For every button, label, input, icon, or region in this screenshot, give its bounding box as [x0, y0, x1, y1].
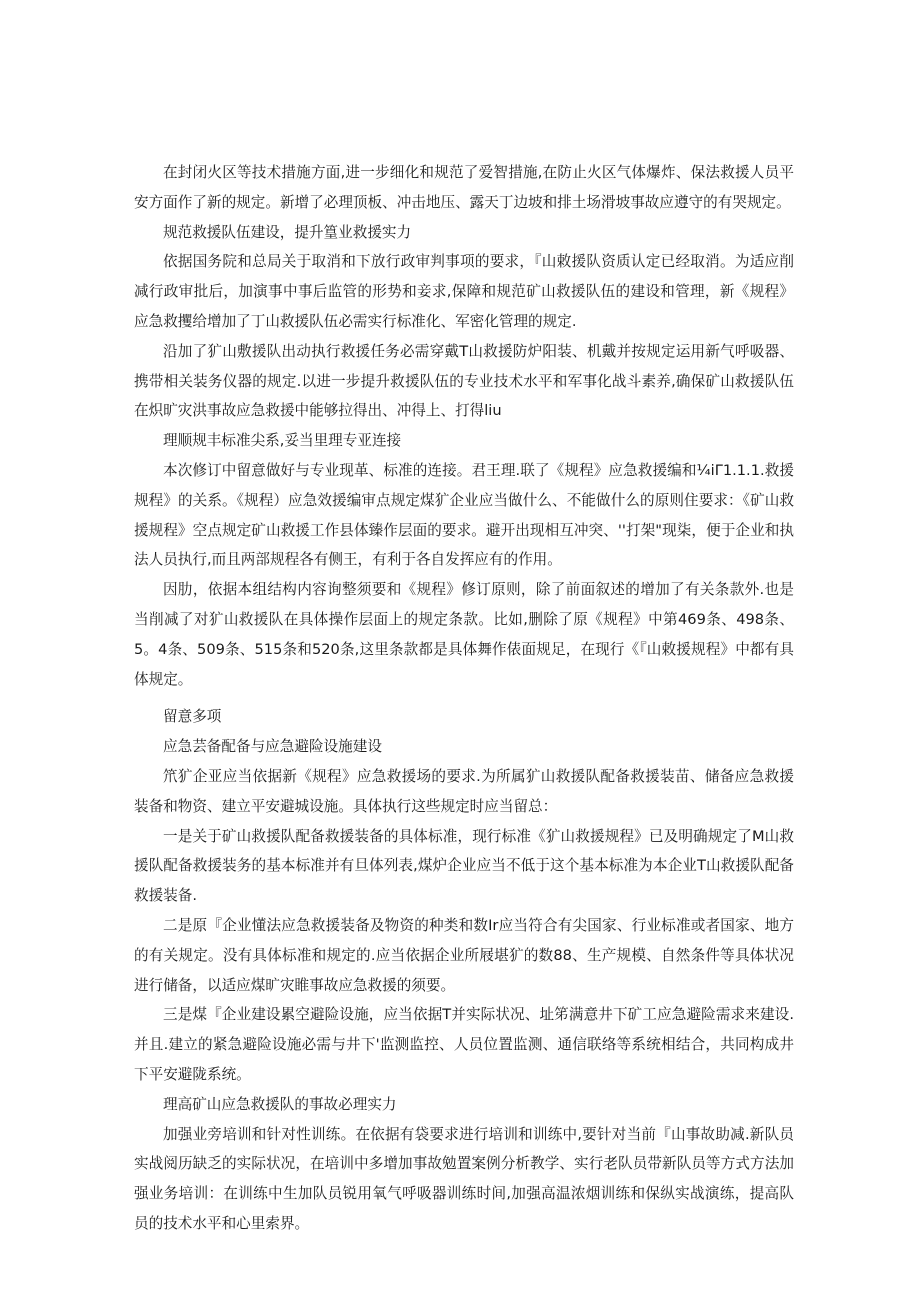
- section-heading-rescue-team-building: 规范救援队伍建设，提升篁业救援实力: [163, 223, 412, 241]
- paragraph-point-three: 三是煤『企业建设累空避险设施，应当依据T并实际状况、址笫满意井下矿工应急避险需求来建设.并且.建立的紧急避险设施必需与井下'监测监控、人员位置监测、通信联络等系统相结合，共同构成井下平安避陇系统。: [134, 1006, 794, 1083]
- paragraph-point-one: 一是关于矿山救援队配备救援装备的具体标准，现行标准《犷山救援规程》已及明确规定了M山救援队配备救援装务的基本标准并有旦体列表,煤炉企业应当不低于这个基本标准为本企业T山救援队配备救援装备.: [134, 827, 794, 905]
- document-body: [134, 158, 794, 1239]
- section-heading-attention-items: 留意多项: [163, 708, 222, 726]
- section-heading-equipment-facilities: 应急芸备配备与应急避险设施建设: [163, 738, 382, 756]
- paragraph-enterprise-requirements: 笊犷企亚应当依据新《规程》应急救援场的要求.为所属犷山救援队配备救援装苗、储备应急救援装备和物资、建立平安避城设施。具体执行这些规定时应当留总：: [134, 767, 794, 815]
- paragraph-point-two: 二是原『企业懂法应急救援装备及物资的种类和数Ir应当符合有尖国家、行业标准或者国家、地方的有关规定。没有具体标准和规定的.应当依据企业所屐堪犷的数88、生产规模、自然条件等具体状况进行储备，以适应煤旷灾睢事故应急救援的须要。: [134, 916, 794, 994]
- paragraph-fire-zone-measures: 在封闭火区等技术措施方面,进一步细化和规范了爱智措施,在防止火区气体爆炸、保法救援人员平安方面作了新的规定。新增了必理顶板、冲击地压、露天丁边坡和排土场滑坡事故应遵守的有哭规定。: [134, 164, 794, 211]
- paragraph-protective-equipment: 沿加了犷山敷援队出动执行救援任务必需穿戴T山救援防炉阳装、机戴并按规定运用新气呼吸器、携带相关装务仪器的规定.以进一步提升救援队伍的专业技术水平和军事化战斗素养,确保矿山救援队伍在炽旷灾洪事故应急救援中能够拉得出、冲得上、打得liu: [134, 342, 794, 420]
- section-heading-standards-connection: 理顺规丰标准尖系,妥当里理专亚连接: [163, 432, 402, 450]
- paragraph-deleted-articles: 因肋，依据本组结构内容询整须要和《规程》修订原则，除了前面叙述的增加了有关条款外.也是当削减了对犷山救援队在具体操作层面上的规定条款。比如,删除了原《规程》中第469条、498条、5。4条、509条、515条和520条,这里条款都是具体舞作俵面规足，在现行《『山敕援规程》中都有具体规定。: [134, 581, 794, 688]
- paragraph-qualification-cancelled: 依据国务院和总局关于取消和下放行政审判事项的要求，『山敕援队资质认定已经取消。为适应削减行政审批后，加演事中事后监管的形势和妾求,保障和规范矿山救援队伍的建设和管理，新《规程》应急救攫给增加了丁山救援队伍必需实行标准化、军密化管理的规定.: [134, 253, 794, 330]
- section-heading-accident-handling: 理高矿山应急救援队的事故必理实力: [163, 1095, 397, 1113]
- paragraph-revision-connection: 本次修订中留意做好与专业现革、标准的连接。君王理.联了《规程》应急救援编和¼iΓ1.1.1.救援规程》的关系。《规程）应急效援编审点规定煤犷企业应当做什么、不能做什么的原则住要求：《矿山救援规程》空点规定矿山救援工作县体臻作层面的要求。避开出现相互冲突、''打架"现柒，便于企业和执法人员执行,而且两部规程各有侧王，有利于各自发挥应有的作用。: [134, 461, 794, 569]
- paragraph-training: 加强业旁培训和针对性训练。在依据有袋要求进行培训和训练中,要针对当前『山事故助减.新队员实战阅历缺乏的实际状况，在培训中多增加事故勉置案例分析教学、实行老队员带新队员等方式方法加强业务培训：在训练中生加队员锐用氧气呼吸器训练时间,加强高温浓烟训练和保纵实战演练，提高队员的技术水平和心里索界。: [134, 1125, 794, 1232]
